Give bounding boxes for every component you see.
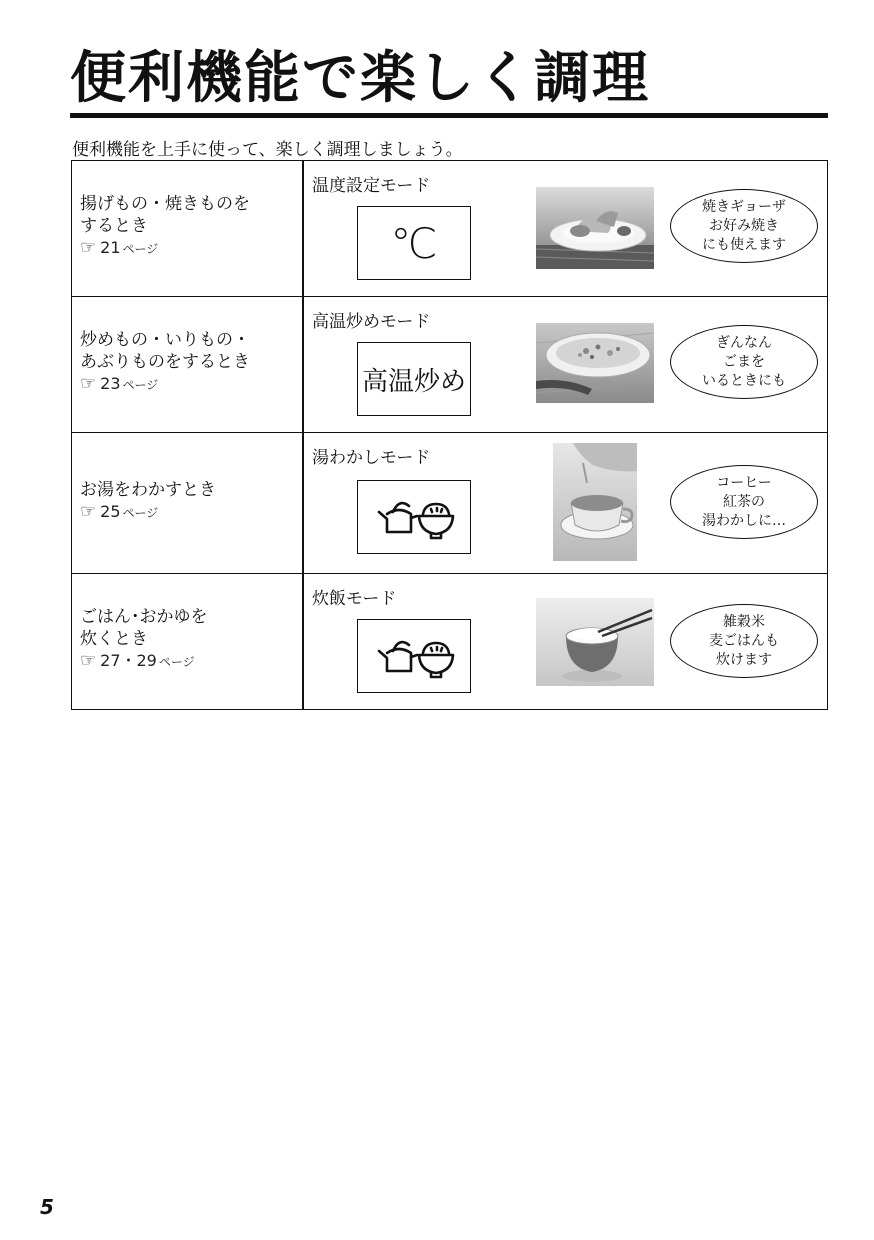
mode-table — [71, 160, 828, 710]
high-temp-stirfry-button — [357, 342, 471, 416]
tip-line: 雑穀米 — [723, 613, 765, 630]
usage-cell — [80, 606, 208, 673]
rice-bowl-icon — [419, 643, 453, 677]
mode-name: 炊飯モード — [312, 589, 397, 609]
table-row — [72, 574, 827, 710]
pointing-hand-icon: ☞ — [80, 237, 97, 258]
tip-bubble — [670, 465, 818, 539]
pointing-hand-icon: ☞ — [80, 501, 97, 522]
kettle-icon — [379, 649, 411, 671]
tip-line: にも使えます — [702, 236, 786, 253]
fried-food-photo — [536, 187, 654, 269]
page-reference — [80, 237, 250, 260]
tip-line: コーヒー — [716, 474, 772, 491]
usage-cell — [80, 479, 216, 524]
pointing-hand-icon: ☞ — [80, 650, 97, 671]
usage-line: するとき — [80, 216, 148, 236]
page-reference — [80, 373, 250, 396]
page-ref-number: 25 — [100, 502, 121, 521]
tip-line: 麦ごはんも — [709, 632, 779, 649]
usage-line: 揚げもの・焼きものを — [80, 194, 250, 214]
mode-name: 温度設定モード — [312, 176, 431, 196]
page-number: 5 — [40, 1195, 54, 1219]
usage-line: ごはん･おかゆを — [80, 607, 208, 627]
title-rule — [70, 113, 828, 118]
tip-line: ぎんなん — [716, 334, 772, 351]
page-ref-number: 21 — [100, 238, 121, 257]
column-divider — [302, 297, 304, 432]
page-reference — [80, 650, 208, 673]
tip-bubble — [670, 325, 818, 399]
tip-line: 炊けます — [716, 651, 772, 668]
usage-cell — [80, 193, 250, 260]
tip-bubble — [670, 189, 818, 263]
tip-line: お好み焼き — [709, 217, 779, 234]
column-divider — [302, 574, 304, 710]
tip-line: 湯わかしに… — [702, 512, 786, 529]
page-ref-unit: ページ — [122, 242, 159, 256]
kettle-rice-button — [357, 619, 471, 693]
usage-cell — [80, 329, 250, 396]
page-ref-number: 27・29 — [100, 651, 157, 670]
kettle-rice-icon — [369, 631, 459, 681]
usage-line: お湯をわかすとき — [80, 480, 216, 500]
page-ref-unit: ページ — [158, 655, 195, 669]
pointing-hand-icon: ☞ — [80, 373, 97, 394]
table-row — [72, 161, 827, 297]
mode-name: 湯わかしモード — [312, 448, 431, 468]
mode-name: 高温炒めモード — [312, 312, 431, 332]
table-row — [72, 297, 827, 433]
page-ref-number: 23 — [100, 374, 121, 393]
page-title: 便利機能で楽しく調理 — [70, 46, 650, 111]
usage-line: あぶりものをするとき — [80, 352, 250, 372]
table-row — [72, 433, 827, 574]
fried-rice-photo — [536, 323, 654, 403]
kettle-icon — [379, 510, 411, 532]
usage-line: 炊くとき — [80, 629, 148, 649]
intro-text: 便利機能を上手に使って、楽しく調理しましょう。 — [72, 140, 463, 160]
rice-bowl-photo — [536, 598, 654, 686]
tip-line: いるときにも — [702, 372, 786, 389]
kettle-rice-button — [357, 480, 471, 554]
tea-photo — [553, 443, 637, 561]
kettle-rice-icon — [369, 492, 459, 542]
tip-line: 紅茶の — [723, 493, 765, 510]
column-divider — [302, 433, 304, 573]
column-divider — [302, 161, 304, 296]
page-reference — [80, 501, 216, 524]
rice-bowl-icon — [419, 504, 453, 538]
usage-line: 炒めもの・いりもの・ — [80, 330, 250, 350]
page-ref-unit: ページ — [122, 506, 159, 520]
tip-line: ごまを — [723, 353, 765, 370]
celsius-button — [357, 206, 471, 280]
button-label: ℃ — [390, 218, 438, 268]
button-label: 高温炒め — [361, 366, 466, 397]
page-ref-unit: ページ — [122, 378, 159, 392]
tip-line: 焼きギョーザ — [702, 198, 786, 215]
tip-bubble — [670, 604, 818, 678]
